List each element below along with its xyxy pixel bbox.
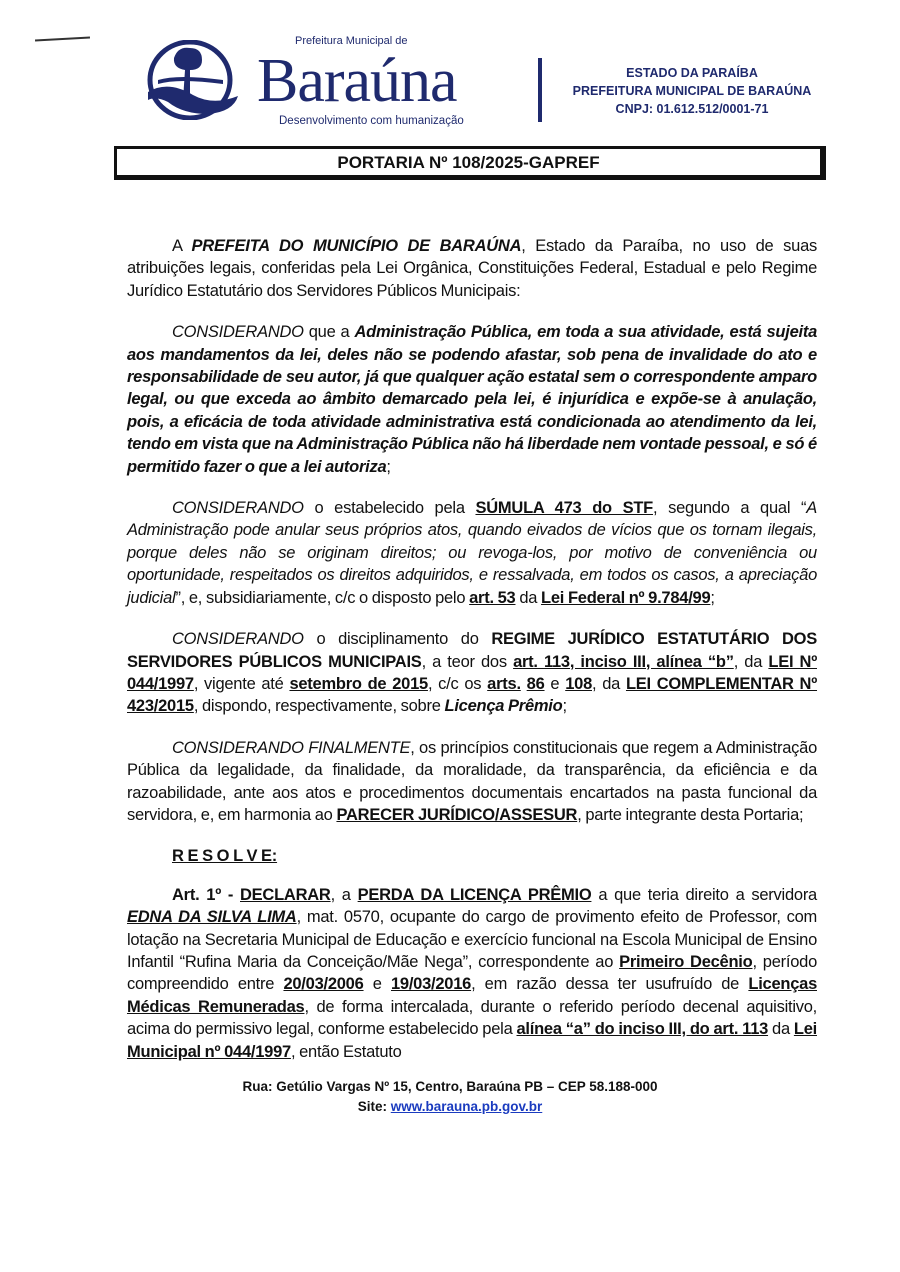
text-run: Licenças Médicas Remuneradas (127, 975, 817, 1016)
text-run: , parte integrante desta Portaria; (577, 805, 804, 824)
text-run: 20/03/2006 (283, 975, 364, 994)
text-run: que a (303, 323, 355, 342)
text-run: Administração Pública, em toda a sua atividade, está sujeita aos mandamentos da lei, deles não se podendo afastar, sob pena de invalidade do ato e responsabilidade de seu autor, já que qualquer ação estatal sem o correspondente amparo legal, ou que exceda ao âmbito demarcado pela lei, é injurídica e expõe-se à anulação, pois, a eficácia de toda atividade administrativa está condicionada ao atendimento da lei, tendo em vista que na Administração Pública não há liberdade nem vontade pessoal, e só é permitido fazer o que a lei autoriza (127, 323, 818, 476)
text-run: PARECER JURÍDICO/ASSESUR (336, 805, 578, 824)
brand-prefix: Prefeitura Municipal de (295, 35, 408, 47)
text-run: , c/c os (427, 674, 488, 693)
text-run: PERDA DA LICENÇA PRÊMIO (357, 885, 592, 904)
text-run: o estabelecido pela (303, 499, 476, 518)
text-run: A (172, 237, 192, 255)
text-run: , Estado da Paraíba, no uso de suas atribuições legais, conferidas pela Lei Orgânica, Constituições Federal, Estadual e pelo Regime Jurídico Estatutário dos Servidores Públicos Municipais: (127, 237, 817, 300)
footer-address: Rua: Getúlio Vargas Nº 15, Centro, Baraúna PB – CEP 58.188-000 (242, 1079, 658, 1094)
text-run: ; (386, 457, 391, 476)
text-run: e (544, 674, 566, 693)
text-run: , vigente até (193, 674, 290, 693)
resolve-heading (127, 845, 817, 867)
text-run: a que teria direito a servidora (591, 885, 817, 904)
paragraph (127, 884, 817, 1063)
text-run: da (768, 1020, 794, 1039)
prefecture-name: PREFEITURA MUNICIPAL DE BARAÚNA (572, 84, 812, 98)
text-run: 19/03/2016 (391, 975, 472, 994)
text-run: 108 (565, 674, 592, 693)
text-run: Lei Municipal nº 044/1997 (127, 1020, 817, 1061)
text-run: , a (330, 885, 358, 904)
text-run: , mat. 0570, ocupante do cargo de provimento efeito de Professor, com lotação na Secretaria Municipal de Educação e exercício funcional na Escola Municipal de Ensino Infantil “Rufina Maria da Conceição/Mãe Nega”, correspondente ao (127, 908, 818, 971)
text-run: Lei Federal nº 9.784/99 (541, 588, 711, 607)
text-run: CONSIDERANDO (172, 630, 304, 649)
text-run: , dispondo, respectivamente, sobre (193, 697, 445, 716)
text-run: SÚMULA 473 do STF (475, 499, 654, 518)
paragraph (127, 497, 817, 609)
text-run: CONSIDERANDO (172, 323, 304, 342)
text-run: EDNA DA SILVA LIMA (127, 908, 297, 927)
text-run: arts. (487, 674, 521, 693)
text-run: , em razão dessa ter usufruído de (471, 975, 749, 994)
brand-logo (257, 34, 527, 130)
site-link[interactable]: www.barauna.pb.gov.br (390, 1099, 543, 1114)
text-run: , segundo a qual “ (653, 499, 807, 518)
document-content (0, 235, 900, 1137)
text-run: A Administração pode anular seus próprios atos, quando eivados de vícios que os tornam ilegais, porque deles não se originam direitos; ou revoga-los, por motivo de conveniência ou oportunidade, respeitados os direitos adquiridos, e ressalvada, em todos os casos, a apreciação judicial (127, 499, 817, 607)
text-run: LEI Nº 044/1997 (127, 652, 817, 693)
paragraph (127, 628, 817, 718)
text-run: CONSIDERANDO (172, 499, 304, 518)
text-run: ; (562, 697, 567, 716)
text-run: , os princípios constitucionais que regem a Administração Pública da legalidade, da finalidade, da moralidade, da transparência, da eficiência e da razoabilidade, ante aos atos e procedimentos documentais encartados na pasta funcional da servidora, e, em harmonia ao (127, 738, 817, 824)
text-run: art. 53 (469, 588, 516, 607)
issuer-block (547, 64, 837, 118)
paragraph (127, 235, 817, 302)
text-run: 86 (526, 674, 545, 693)
text-run: Art. 1º - (172, 885, 240, 904)
text-run: , da (733, 652, 769, 671)
header-divider (538, 58, 542, 122)
paragraph (127, 737, 817, 827)
text-run: Primeiro Decênio (619, 952, 753, 971)
text-run: ; (710, 588, 715, 607)
text-run: ”, e, subsidiariamente, c/c o disposto pelo (175, 588, 470, 607)
footer (0, 1077, 900, 1137)
document-title: PORTARIA Nº 108/2025-GAPREF (114, 146, 826, 180)
state-name: ESTADO DA PARAÍBA (626, 66, 758, 80)
text-run: LEI COMPLEMENTAR Nº 423/2015 (127, 674, 818, 716)
site-label: Site: (357, 1099, 387, 1114)
text-run: da (515, 588, 542, 607)
text-run: , a teor dos (421, 652, 514, 671)
text-run: o disciplinamento do (303, 630, 492, 649)
document-body (127, 235, 817, 1063)
cnpj: CNPJ: 01.612.512/0001-71 (615, 102, 769, 116)
text-run: alínea “a” do inciso III, do art. 113 (516, 1020, 769, 1039)
text-run: REGIME JURÍDICO ESTATUTÁRIO DOS SERVIDORES PÚBLICOS MUNICIPAIS (127, 630, 817, 671)
brand-tagline: Desenvolvimento com humanização (279, 115, 464, 127)
text-run: , período compreendido entre (127, 952, 818, 994)
brand-name: Baraúna (257, 47, 457, 115)
municipal-emblem-icon (138, 40, 250, 120)
footer-site (0, 1097, 900, 1117)
text-run: art. 113, inciso III, alínea “b” (513, 652, 734, 671)
text-run: DECLARAR (240, 885, 331, 904)
text-run: setembro de 2015 (289, 674, 428, 693)
text-run: e (363, 975, 391, 994)
text-run: , então Estatuto (290, 1042, 402, 1061)
text-run: R E S O L V E: (172, 847, 278, 866)
paragraph (127, 321, 817, 478)
text-run: , da (592, 674, 626, 693)
text-run: Licença Prêmio (444, 697, 563, 716)
text-run: CONSIDERANDO FINALMENTE (172, 738, 411, 757)
text-run: , de forma intercalada, durante o referido período decenal aquisitivo, acima do permissivo legal, conforme estabelecido pela (127, 997, 818, 1039)
text-run: PREFEITA DO MUNICÍPIO DE BARAÚNA (191, 237, 522, 255)
letterhead (135, 34, 835, 130)
scan-artifact-line (35, 37, 90, 42)
